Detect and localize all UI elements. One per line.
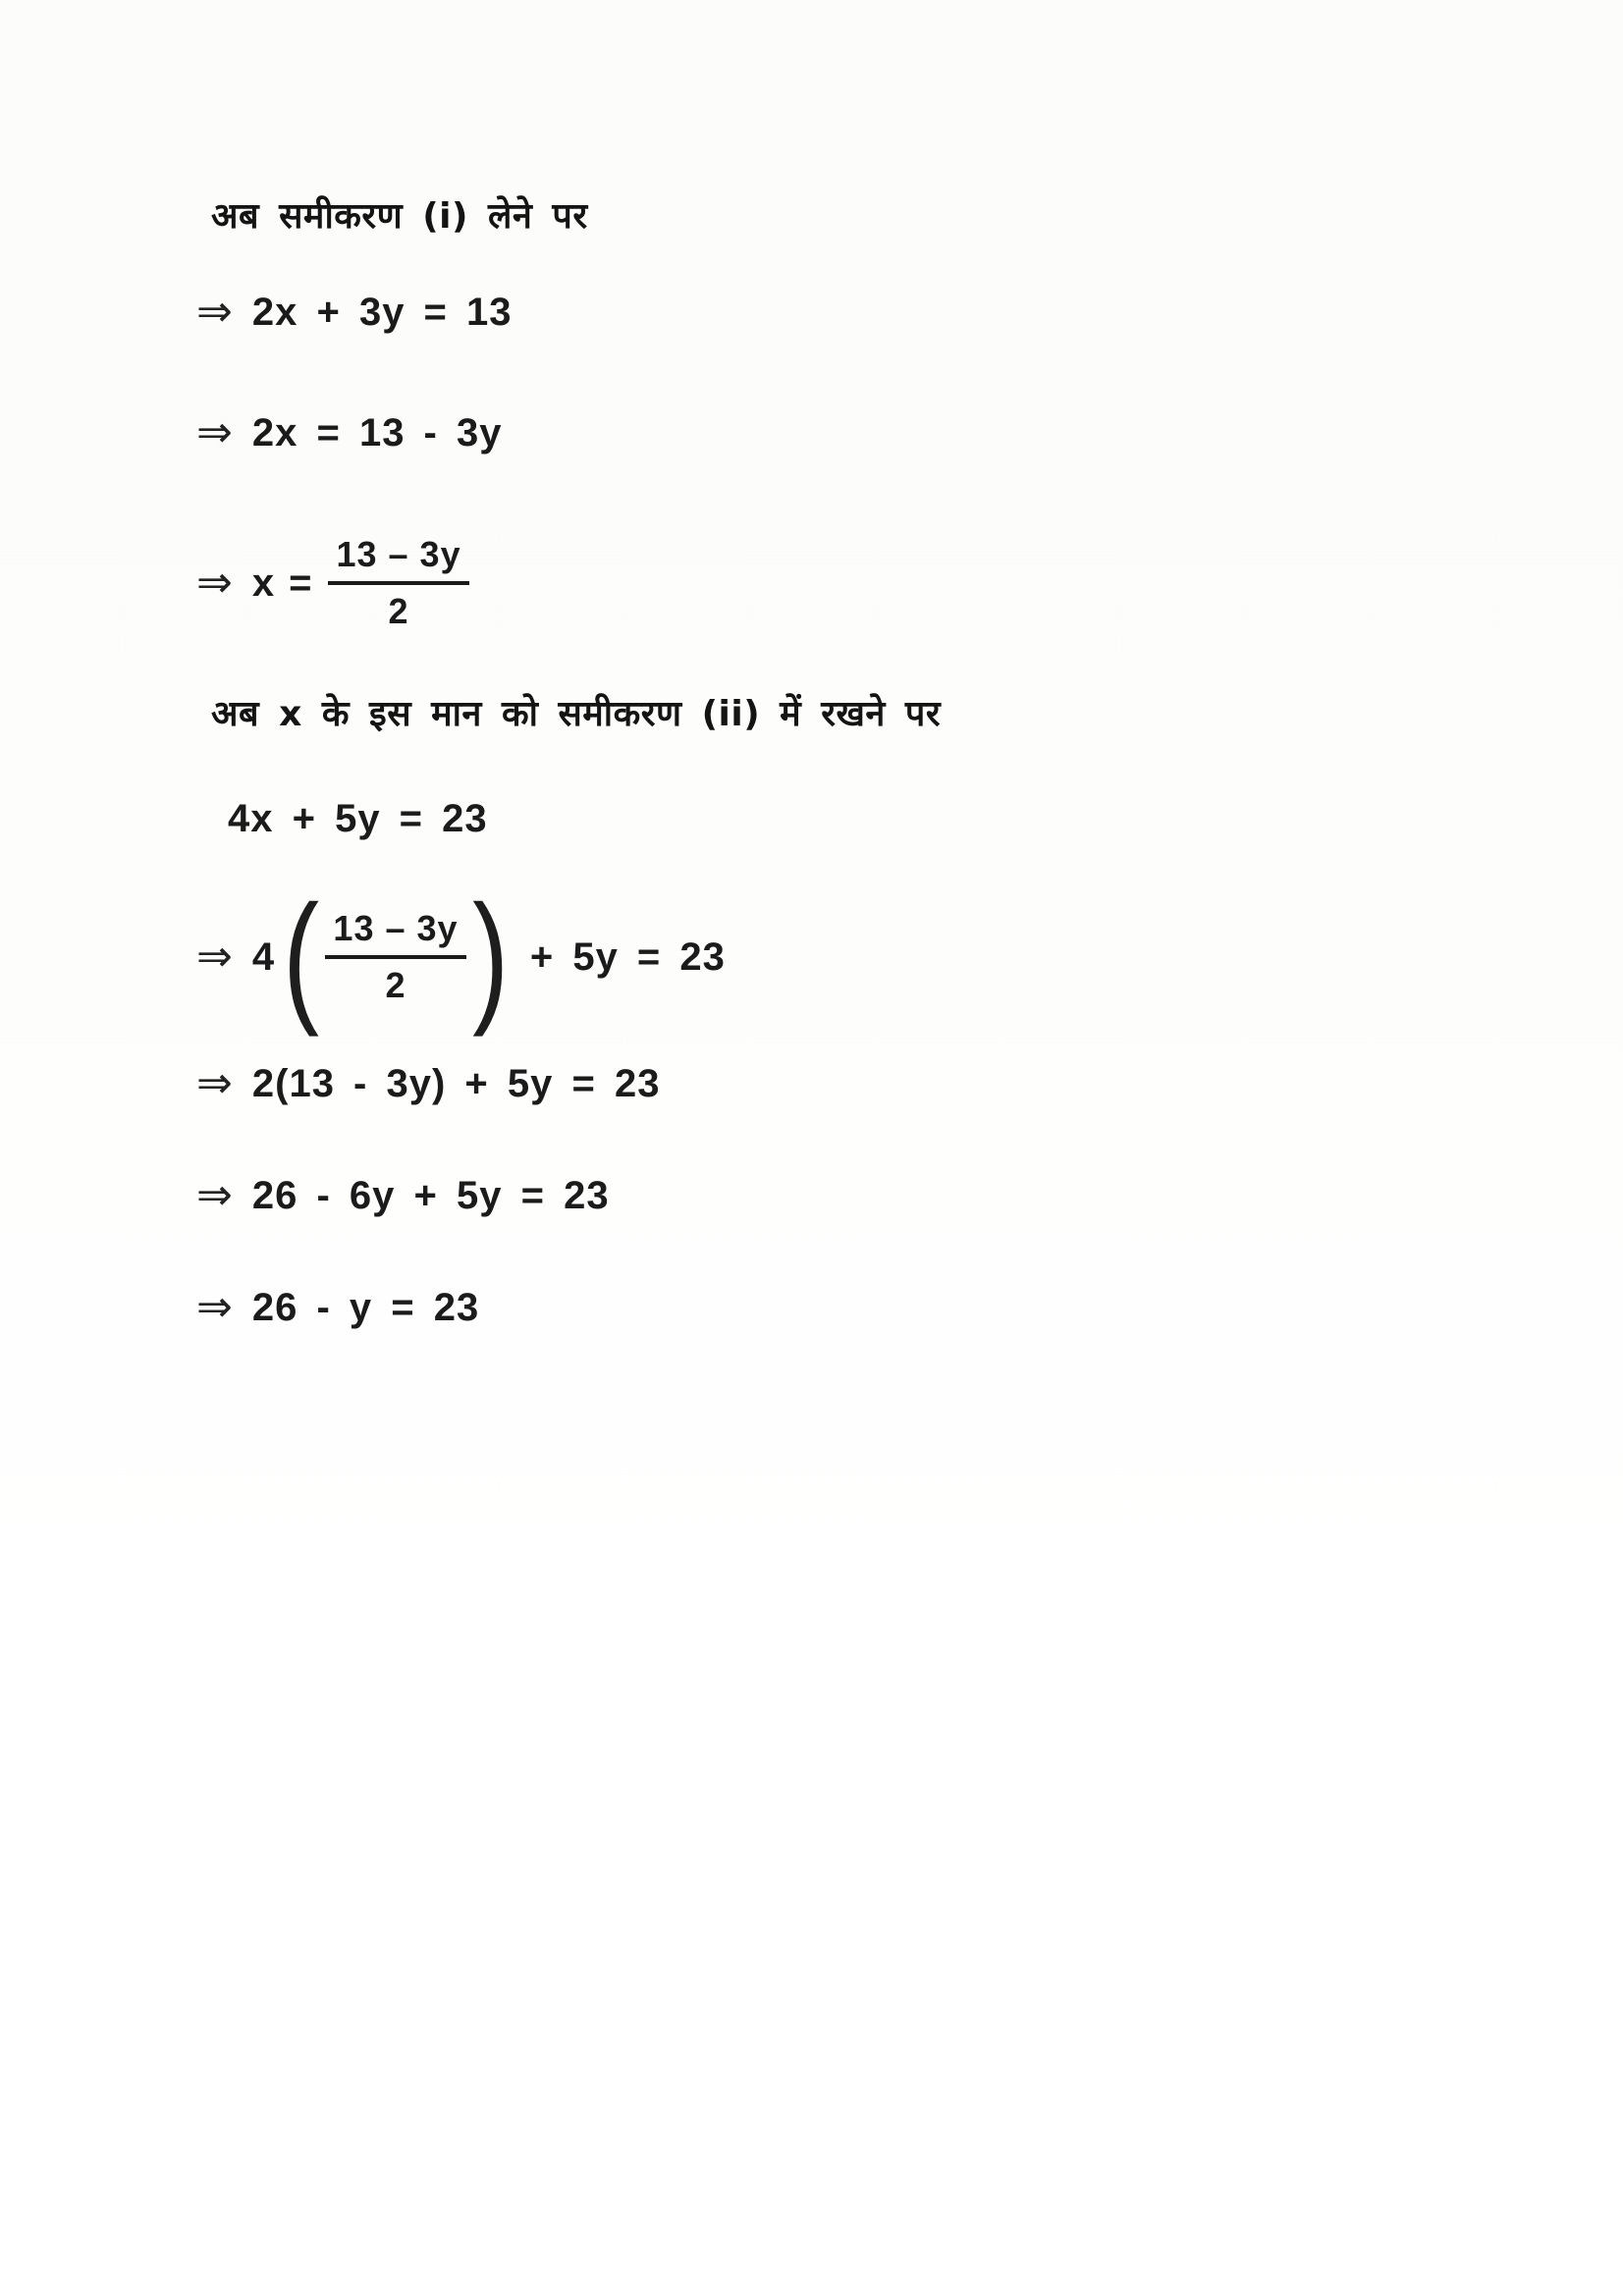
equation-step-8 <box>196 1283 480 1331</box>
implies-arrow-icon: ⇒ <box>196 1283 233 1331</box>
open-paren: ( <box>283 876 320 1039</box>
fraction-denominator: 2 <box>325 955 465 1003</box>
equation-step-7 <box>196 1171 610 1219</box>
implies-arrow-icon: ⇒ <box>196 1059 233 1107</box>
equation-text: 26 - 6y + 5y = 23 <box>251 1174 610 1217</box>
implies-arrow-icon: ⇒ <box>196 1171 233 1219</box>
intro-text-1: अब समीकरण (i) लेने पर <box>211 196 588 237</box>
equation-lhs: x <box>251 561 276 605</box>
implies-arrow-icon: ⇒ <box>196 288 233 336</box>
fraction-denominator: 2 <box>328 581 468 629</box>
fraction <box>328 534 468 631</box>
implies-arrow-icon: ⇒ <box>196 559 233 607</box>
fraction-numerator: 13 – 3y <box>333 908 459 948</box>
equation-text: 2x + 3y = 13 <box>251 291 513 334</box>
equals-sign: = <box>289 561 313 605</box>
equation-step-4 <box>228 799 488 838</box>
equation-text: 4x + 5y = 23 <box>228 797 488 840</box>
equation-suffix: + 5y = 23 <box>529 935 726 979</box>
coefficient: 4 <box>251 935 276 979</box>
equation-text: 2(13 - 3y) + 5y = 23 <box>251 1062 661 1105</box>
equation-step-5 <box>196 876 726 1039</box>
equation-step-6 <box>196 1059 661 1107</box>
implies-arrow-icon: ⇒ <box>196 408 233 456</box>
equation-step-1 <box>196 288 513 336</box>
equation-step-3 <box>196 521 469 645</box>
equation-text: 26 - y = 23 <box>251 1286 480 1329</box>
fraction <box>325 908 465 1005</box>
equation-step-2 <box>196 408 503 456</box>
fraction-numerator: 13 – 3y <box>336 534 461 574</box>
implies-arrow-icon: ⇒ <box>196 933 233 981</box>
equation-text: 2x = 13 - 3y <box>251 411 503 454</box>
close-paren: ) <box>471 876 509 1039</box>
intro-text-2: अब x के इस मान को समीकरण (ii) में रखने पर <box>211 694 942 734</box>
